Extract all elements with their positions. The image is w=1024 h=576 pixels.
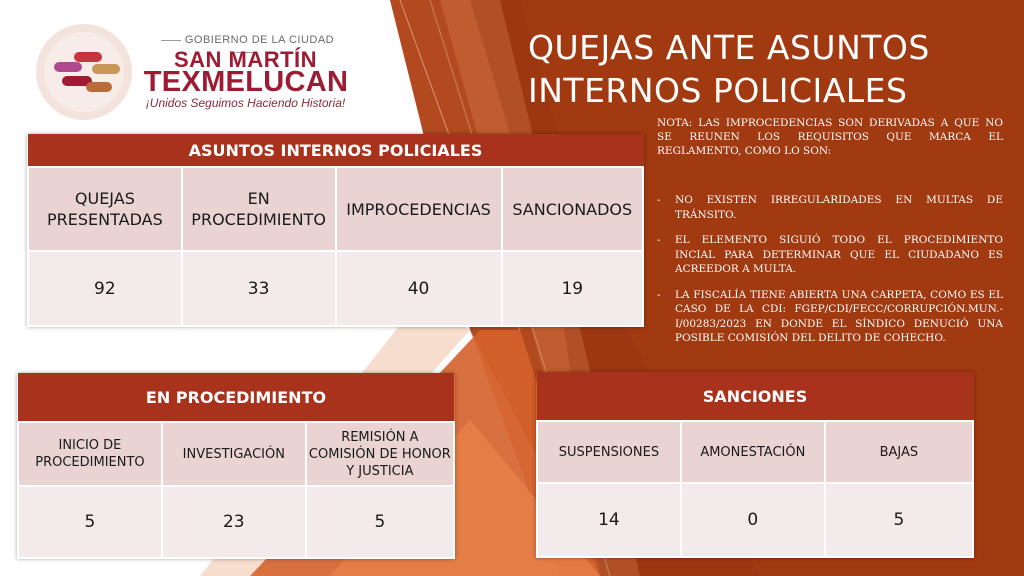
column-label-investigacion: INVESTIGACIÓN: [162, 422, 306, 486]
note-intro-text: NOTA: LAS IMPROCEDENCIAS SON DERIVADAS A QUE NO SE REUNEN LOS REQUISITOS QUE MARCA EL REGLAMENTO, COMO LO SON:: [657, 117, 1003, 157]
value-quejas: 92: [28, 251, 182, 326]
sanciones-table: [536, 372, 974, 558]
sanciones-header: SANCIONES: [537, 372, 973, 421]
asuntos-internos-table: [27, 134, 644, 327]
page-title-line1: QUEJAS ANTE ASUNTOS: [528, 28, 930, 67]
value-suspensiones: 14: [537, 483, 681, 557]
note-item: - EL ELEMENTO SIGUIÓ TODO EL PROCEDIMIENTO INCIAL PARA DETERMINAR QUE EL CIUDADANO ES ACREEDOR A MULTA.: [657, 234, 1003, 275]
column-label-quejas: QUEJAS PRESENTADAS: [28, 167, 182, 251]
column-label-improcedencias: IMPROCEDENCIAS: [336, 167, 502, 251]
value-inicio: 5: [18, 486, 162, 558]
note-item: - NO EXISTEN IRREGULARIDADES EN MULTAS DE TRÁNSITO.: [657, 194, 1003, 221]
column-label-sancionados: SANCIONADOS: [502, 167, 643, 251]
page-title: [528, 26, 1008, 112]
note-intro: [657, 116, 1003, 158]
value-remision: 5: [306, 486, 454, 558]
column-label-suspensiones: SUSPENSIONES: [537, 421, 681, 483]
logo-city-name-line2: TEXMELUCAN: [143, 66, 349, 98]
value-amonestacion: 0: [681, 483, 825, 557]
value-improcedencias: 40: [336, 251, 502, 326]
value-bajas: 5: [825, 483, 973, 557]
en-procedimiento-table: [17, 373, 455, 559]
value-en-procedimiento: 33: [182, 251, 336, 326]
page-title-line2: INTERNOS POLICIALES: [528, 71, 908, 110]
asuntos-internos-header: ASUNTOS INTERNOS POLICIALES: [28, 134, 643, 167]
column-label-en-procedimiento: EN PROCEDIMIENTO: [182, 167, 336, 251]
value-investigacion: 23: [162, 486, 306, 558]
column-label-bajas: BAJAS: [825, 421, 973, 483]
column-label-amonestacion: AMONESTACIÓN: [681, 421, 825, 483]
column-label-remision: REMISIÓN A COMISIÓN DE HONOR Y JUSTICIA: [306, 422, 454, 486]
value-sancionados: 19: [502, 251, 643, 326]
en-procedimiento-header: EN PROCEDIMIENTO: [18, 373, 454, 422]
logo-slogan: ¡Unidos Seguimos Haciendo Historia!: [145, 96, 346, 110]
logo-city-name-line1: SAN MARTÍN: [173, 47, 318, 72]
column-label-inicio: INICIO DE PROCEDIMIENTO: [18, 422, 162, 486]
note-item: - LA FISCALÍA TIENE ABIERTA UNA CARPETA, COMO ES EL CASO DE LA CDI: FGEP/CDI/FECC/CORRUPCIÓN.MUN.-I/00283/2023 EN DONDE EL SÍNDICO DENUCIÓ UNA POSIBLE COMISIÓN DEL DELITO DE COHECHO.: [657, 288, 1003, 344]
note-list: [657, 193, 1003, 357]
logo-top-text: GOBIERNO DE LA CIUDAD: [143, 34, 348, 58]
